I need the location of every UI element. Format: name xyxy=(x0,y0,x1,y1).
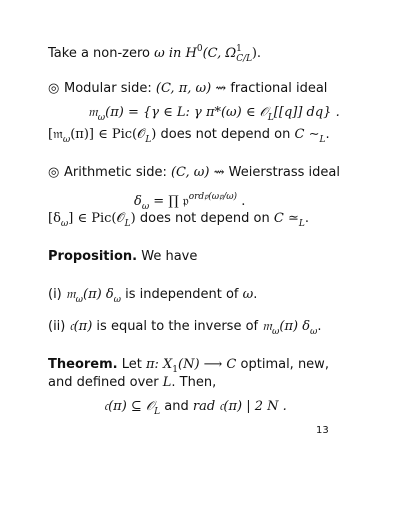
prop-ii-label: (ii) xyxy=(48,319,70,334)
theorem-text2: optimal, new, xyxy=(236,357,329,372)
intro-math: ω in H xyxy=(154,46,197,61)
delta-omega-class-line xyxy=(48,210,309,233)
intro-text: Take a non-zero xyxy=(48,46,155,61)
delta-class-sub: ω xyxy=(60,219,69,229)
delta-def-tail: . xyxy=(237,194,246,209)
intro-math-sup2: 1 xyxy=(236,44,242,54)
arithmetic-side-label: Arithmetic side: xyxy=(64,165,171,180)
arithmetic-side-tail: Weierstrass ideal xyxy=(224,165,340,180)
prop-ii-sub: ω xyxy=(272,327,280,337)
prop-i-sub: ω xyxy=(75,295,84,305)
m-omega-class-sub2: L xyxy=(145,135,152,145)
modular-side-label: Modular side: xyxy=(64,81,156,96)
delta-class-text: does not depend on xyxy=(135,211,274,226)
proposition-text: We have xyxy=(137,249,198,264)
delta-class-sub2: L xyxy=(124,219,131,229)
m-omega-class-sub3: L xyxy=(319,135,326,145)
intro-math-tail: ). xyxy=(251,46,262,61)
proposition-item-i xyxy=(48,286,257,309)
m-omega-class-open: [𝔪 xyxy=(48,127,63,142)
delta-class-mid: ] ∈ Pic(𝒪 xyxy=(68,211,125,226)
m-omega-class-line xyxy=(48,126,330,149)
modular-side-line xyxy=(48,80,327,98)
delta-class-open: [δ xyxy=(48,211,61,226)
m-omega-class-mid2: ) xyxy=(151,127,157,142)
theorem-math1: π: X xyxy=(145,357,173,372)
theorem-result-sub: L xyxy=(154,407,161,417)
delta-def-sup: ord𝔭(ω𝔭/ω) xyxy=(188,192,238,202)
delta-class-math: C ≃ xyxy=(273,211,299,226)
m-omega-class-mid: (π)] ∈ Pic(𝒪 xyxy=(70,127,146,142)
m-omega-def-body: (π) = {γ ∈ L: γ π*(ω) ∈ 𝒪 xyxy=(105,105,268,120)
page-number: 13 xyxy=(316,425,329,436)
prop-i-math: 𝔪 xyxy=(65,287,76,302)
theorem-line-2 xyxy=(48,374,216,392)
prop-ii-math: 𝔠(π) xyxy=(69,319,93,334)
theorem-math1-rest: (N) ⟶ C xyxy=(178,357,237,372)
prop-ii-math2: 𝔪 xyxy=(262,319,273,334)
proposition-item-ii xyxy=(48,318,322,341)
delta-symbol: δ xyxy=(134,194,142,209)
intro-line xyxy=(48,40,261,68)
theorem-label: Theorem. xyxy=(48,357,118,372)
prop-ii-end: . xyxy=(317,319,322,334)
delta-sub: ω xyxy=(141,202,150,212)
m-omega-sub: ω xyxy=(97,113,106,123)
m-omega-class-sub: ω xyxy=(62,135,71,145)
proposition-line xyxy=(48,248,197,266)
theorem-result xyxy=(104,398,287,421)
m-omega-class-end: . xyxy=(325,127,330,142)
proposition-label: Proposition. xyxy=(48,249,138,264)
prop-i-math3: ω xyxy=(242,287,254,302)
modular-side-tail: fractional ideal xyxy=(226,81,328,96)
prop-i-sub2: ω xyxy=(113,295,122,305)
circle-bullet-icon: ◎ xyxy=(48,81,60,96)
m-omega-definition xyxy=(88,104,340,127)
theorem-math1-sub: 1 xyxy=(172,365,179,375)
prop-ii-math3: (π) δ xyxy=(279,319,311,334)
circle-bullet-icon: ◎ xyxy=(48,165,60,180)
prop-ii-text: is equal to the inverse of xyxy=(92,319,263,334)
theorem-line2-math: L xyxy=(162,375,172,390)
theorem-text1: Let xyxy=(117,357,146,372)
prop-i-text: is independent of xyxy=(121,287,243,302)
delta-class-sub3: L xyxy=(298,219,305,229)
prop-i-math2: (π) δ xyxy=(83,287,114,302)
m-omega-symbol: 𝔪 xyxy=(88,105,98,120)
m-omega-def-tail: [[q]] dq} . xyxy=(273,105,340,120)
theorem-result-and: and xyxy=(160,399,193,414)
delta-class-end: . xyxy=(304,211,309,226)
theorem-result-math2: rad 𝔠(π) | 2 N . xyxy=(192,399,287,414)
theorem-line2-text: and defined over xyxy=(48,375,163,390)
m-omega-def-sub2: L xyxy=(267,113,274,123)
intro-math-sub: C/L xyxy=(236,54,253,64)
intro-math-sup: 0 xyxy=(196,44,203,54)
delta-class-mid2: ) xyxy=(130,211,136,226)
arithmetic-side-line xyxy=(48,164,340,182)
prop-i-label: (i) xyxy=(48,287,66,302)
delta-def-body: = ∏ 𝔭 xyxy=(149,194,189,209)
m-omega-class-math: C ∼ xyxy=(294,127,320,142)
prop-ii-sub2: ω xyxy=(310,327,318,337)
theorem-line2-end: . Then, xyxy=(171,375,217,390)
prop-i-end: . xyxy=(253,287,258,302)
modular-side-math: (C, π, ω) ⇝ xyxy=(155,81,227,96)
arithmetic-side-math: (C, ω) ⇝ xyxy=(170,165,225,180)
theorem-result-math1: 𝔠(π) ⊆ 𝒪 xyxy=(104,399,155,414)
m-omega-class-text: does not depend on xyxy=(156,127,295,142)
intro-math-rest: (C, Ω xyxy=(202,46,237,61)
